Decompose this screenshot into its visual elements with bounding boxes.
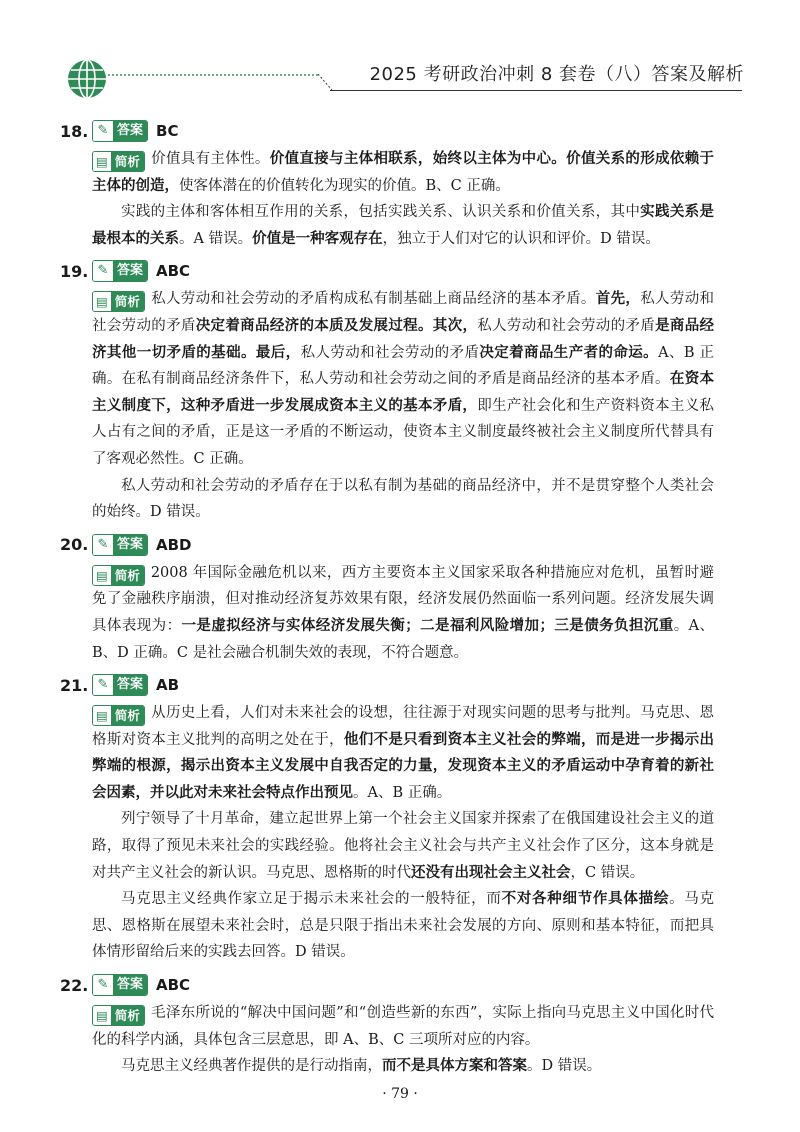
question-number: 19. xyxy=(60,261,89,281)
header-rule xyxy=(330,90,742,91)
question-22 xyxy=(60,970,714,1080)
analysis-badge: ▤ 简析 xyxy=(92,151,145,172)
analysis-paragraph: ▤ 简析 从历史上看，人们对未来社会的设想，往往源于对现实问题的思考与批判。马克思、恩格斯对资本主义批判的高明之处在于，他们不是只看到资本主义社会的弊端，而是进一步揭示出弊端的根源，揭示出资本主义发展中自我否定的力量，发现资本主义的矛盾运动中孕育着的新社会因素，并以此对未来社会特点作出预见。A、B 正确。 xyxy=(92,705,714,801)
answer-badge: ✎ 答案 xyxy=(92,534,148,556)
book-icon: ▤ xyxy=(93,566,111,585)
analysis-paragraph: 马克思主义经典作家立足于揭示未来社会的一般特征，而不对各种细节作具体描绘。马克思、恩格斯在展望未来社会时，总是只限于指出未来社会发展的方向、原则和基本特征，而把具体情形留给后来的实践去回答。D 错误。 xyxy=(92,890,715,961)
pencil-icon: ✎ xyxy=(93,675,113,695)
question-number: 21. xyxy=(60,675,89,695)
page-number: · 79 · xyxy=(382,1086,418,1102)
page-header xyxy=(60,56,750,104)
answer-letters: ABC xyxy=(156,976,191,995)
analysis-badge: ▤ 简析 xyxy=(92,291,145,312)
answer-badge: ✎ 答案 xyxy=(92,260,148,282)
question-20 xyxy=(60,530,715,666)
question-18 xyxy=(60,116,715,252)
answer-letters: ABC xyxy=(156,262,191,281)
answer-letters: AB xyxy=(156,676,180,695)
answer-badge: ✎ 答案 xyxy=(92,120,148,142)
question-number: 22. xyxy=(60,975,89,995)
answer-content xyxy=(60,112,715,1080)
header-dotted-rule xyxy=(108,74,318,76)
pencil-icon: ✎ xyxy=(93,261,113,281)
analysis-paragraph: 列宁领导了十月革命，建立起世界上第一个社会主义国家并探索了在俄国建设社会主义的道路，取得了预见未来社会的实践经验。他将社会主义社会与共产主义社会作了区分，这本身就是对共产主义社会的新认识。马克思、恩格斯的时代还没有出现社会主义社会，C 错误。 xyxy=(92,811,714,881)
analysis-badge: ▤ 简析 xyxy=(92,1005,145,1026)
analysis-badge: ▤ 简析 xyxy=(92,565,145,586)
book-icon: ▤ xyxy=(93,152,111,171)
question-number: 18. xyxy=(60,121,89,141)
analysis-paragraph: 马克思主义经典著作提供的是行动指南，而不是具体方案和答案。D 错误。 xyxy=(121,1057,602,1075)
answer-letters: BC xyxy=(156,122,179,140)
answer-badge: ✎ 答案 xyxy=(92,974,148,996)
analysis-paragraph: 私人劳动和社会劳动的矛盾存在于以私有制为基础的商品经济中，并不是贯穿整个人类社会的始终。D 错误。 xyxy=(92,477,714,521)
pencil-icon: ✎ xyxy=(93,535,113,555)
analysis-paragraph: ▤ 简析 私人劳动和社会劳动的矛盾构成私有制基础上商品经济的基本矛盾。首先，私人劳动和社会劳动的矛盾决定着商品经济的本质及发展过程。其次，私人劳动和社会劳动的矛盾是商品经济其他一切矛盾的基础。最后，私人劳动和社会劳动的矛盾决定着商品生产者的命运。A、B 正确。在私有制商品经济条件下，私人劳动和社会劳动之间的矛盾是商品经济的基本矛盾。在资本主义制度下，这种矛盾进一步发展成资本主义的基本矛盾，即生产社会化和生产资料资本主义私人占有之间的矛盾，正是这一矛盾的不断运动，使资本主义制度最终被社会主义制度所代替具有了客观必然性。C 正确。 xyxy=(92,290,715,467)
question-19 xyxy=(60,256,715,525)
book-icon: ▤ xyxy=(93,1006,111,1025)
answer-letters: ABD xyxy=(156,535,192,554)
analysis-paragraph: ▤ 简析 2008 年国际金融危机以来，西方主要资本主义国家采取各种措施应对危机，虽暂时避免了金融秩序崩溃，但对推动经济复苏效果有限，经济发展仍然面临一系列问题。经济发展失调具体表现为：一是虚拟经济与实体经济发展失衡；二是福利风险增加；三是债务负担沉重。A、B、D 正确。C 是社会融合机制失效的表现，不符合题意。 xyxy=(92,564,715,661)
analysis-paragraph: ▤ 简析 毛泽东所说的“解决中国问题”和“创造些新的东西”，实际上指向马克思主义中国化时代化的科学内涵，具体包含三层意思，即 A、B、C 三项所对应的内容。 xyxy=(92,1005,714,1048)
book-icon: ▤ xyxy=(93,706,111,725)
analysis-paragraph: ▤ 简析 价值具有主体性。价值直接与主体相联系，始终以主体为中心。价值关系的形成依赖于主体的创造，使客体潜在的价值转化为现实的价值。B、C 正确。 xyxy=(92,150,715,194)
analysis-badge: ▤ 简析 xyxy=(92,705,145,726)
pencil-icon: ✎ xyxy=(93,975,113,995)
question-21 xyxy=(60,670,715,966)
header-title: 2025 考研政治冲刺 8 套卷（八）答案及解析 xyxy=(369,64,744,85)
analysis-paragraph: 实践的主体和客体相互作用的关系，包括实践关系、认识关系和价值关系，其中实践关系是最根本的关系。A 错误。价值是一种客观存在，独立于人们对它的认识和评价。D 错误。 xyxy=(92,203,715,247)
answer-badge: ✎ 答案 xyxy=(92,674,148,696)
header-rule-corner xyxy=(318,74,334,90)
globe-logo-icon xyxy=(66,58,108,100)
book-icon: ▤ xyxy=(93,292,111,311)
pencil-icon: ✎ xyxy=(93,121,113,141)
question-number: 20. xyxy=(60,535,89,555)
